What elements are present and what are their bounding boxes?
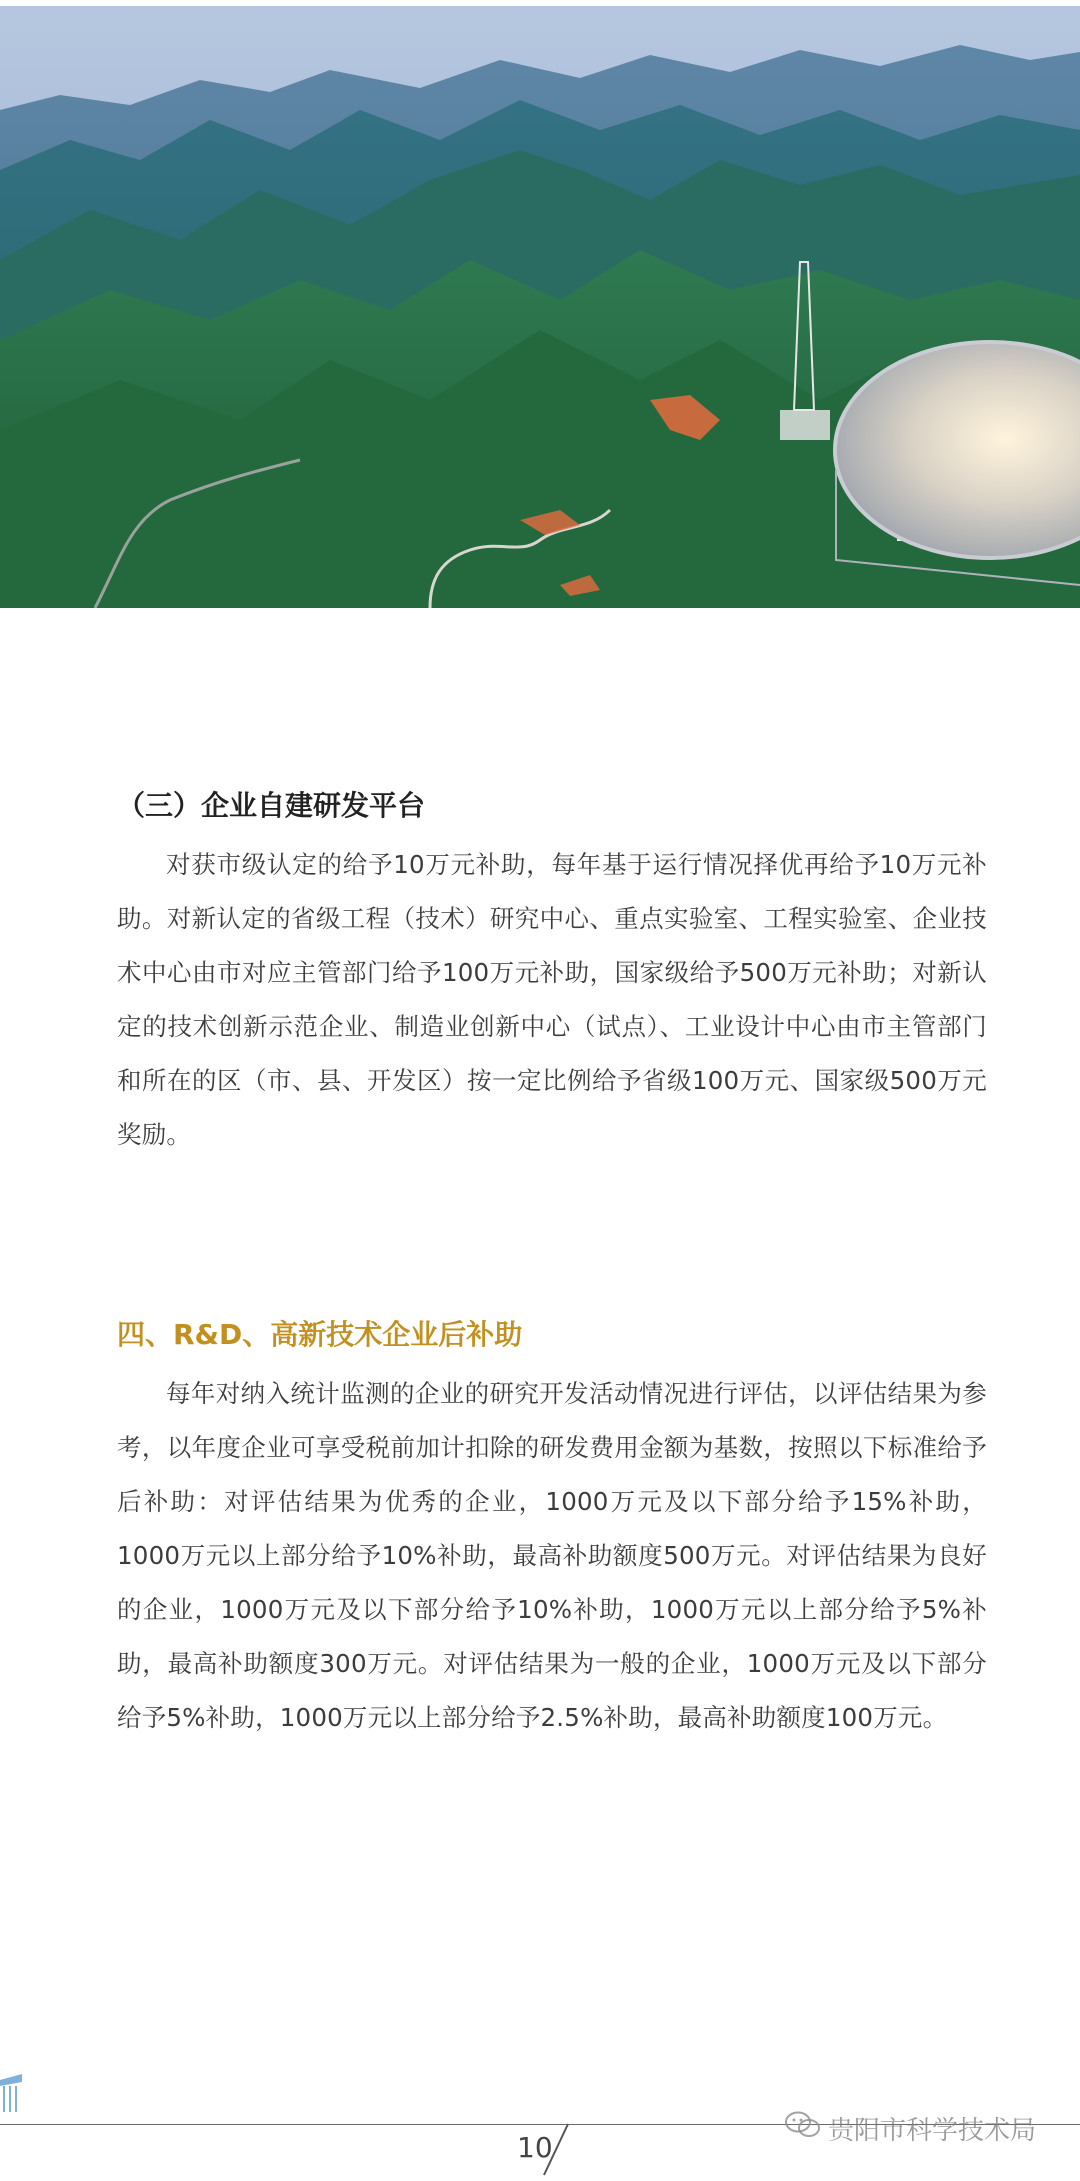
corner-logo-icon [0, 2072, 26, 2122]
section-paragraph: 对获市级认定的给予10万元补助，每年基于运行情况择优再给予10万元补助。对新认定的省级工程（技术）研究中心、重点实验室、工程实验室、企业技术中心由市对应主管部门给予100万元补助，国家级给予500万元补助；对新认定的技术创新示范企业、制造业创新中心（试点）、工业设计中心由市主管部门和所在的区（市、县、开发区）按一定比例给予省级100万元、国家级500万元奖励。 [117, 850, 987, 1149]
section-heading: （三）企业自建研发平台 [117, 789, 426, 822]
watermark [784, 2110, 1036, 2147]
page-slash-icon [540, 2120, 570, 2181]
section-paragraph: 每年对纳入统计监测的企业的研究开发活动情况进行评估，以评估结果为参考，以年度企业可享受税前加计扣除的研发费用金额为基数，按照以下标准给予后补助：对评估结果为优秀的企业，1000万元及以下部分给予15%补助，1000万元以上部分给予10%补助，最高补助额度500万元。对评估结果为良好的企业，1000万元及以下部分给予10%补助，1000万元以上部分给予5%补助，最高补助额度300万元。对评估结果为一般的企业，1000万元及以下部分给予5%补助，1000万元以上部分给予2.5%补助，最高补助额度100万元。 [117, 1379, 987, 1732]
page-number: 10 [517, 2131, 553, 2164]
hero-image [0, 0, 1080, 608]
wechat-icon [784, 2110, 822, 2147]
watermark-text: 贵阳市科学技术局 [828, 2116, 1037, 2146]
section-rd-subsidy [117, 1315, 987, 1745]
section-enterprise-platform [117, 786, 987, 1162]
section-heading: 四、R&D、高新技术企业后补助 [117, 1318, 523, 1351]
